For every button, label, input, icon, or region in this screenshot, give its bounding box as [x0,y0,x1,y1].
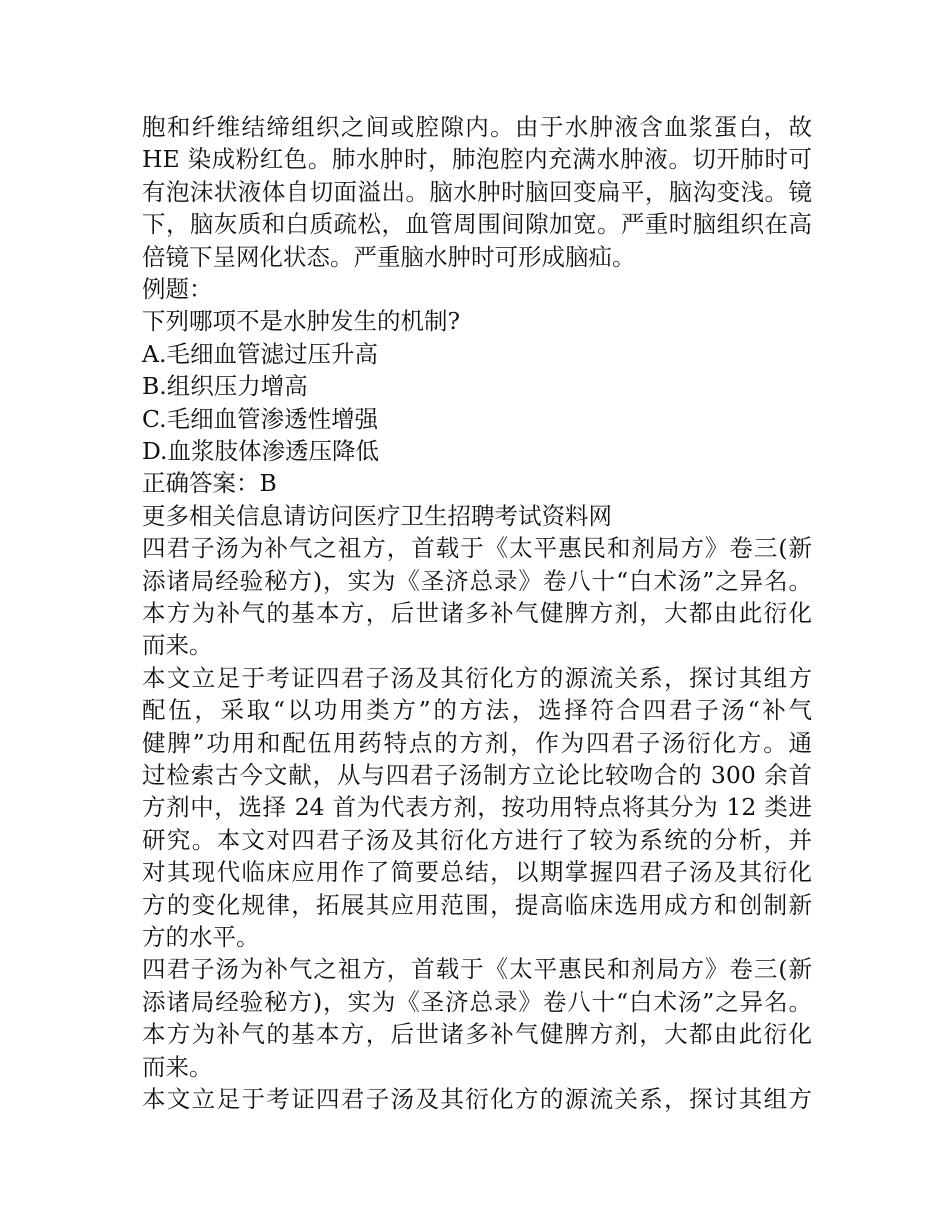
text-line: 四君子汤为补气之祖方，首载于《太平惠民和剂局方》卷三(新 [142,534,812,563]
paragraph-2 [142,662,812,954]
text-line: HE 染成粉红色。肺水肿时，肺泡腔内充满水肿液。切开肺时可 [142,145,812,174]
answer-text: 正确答案：B [142,469,277,498]
text-line: 对其现代临床应用作了简要总结，以期掌握四君子汤及其衍化 [142,858,812,887]
example-label: 例题： [142,274,213,303]
intro-paragraph [142,111,812,273]
paragraph-4 [142,1083,812,1115]
option-d: D.血浆肢体渗透压降低 [142,437,379,465]
text-line: 而来。 [142,631,213,660]
text-line: 健脾”功用和配伍用药特点的方剂，作为四君子汤衍化方。通 [142,728,812,757]
document-body [142,111,812,1115]
option-b: B.组织压力增高 [142,372,308,401]
text-line: 方的水平。 [142,922,260,951]
text-line: 研究。本文对四君子汤及其衍化方进行了较为系统的分析，并 [142,825,812,854]
text-line: 本方为补气的基本方，后世诸多补气健脾方剂，大都由此衍化 [142,1020,812,1049]
text-line: 四君子汤为补气之祖方，首载于《太平惠民和剂局方》卷三(新 [142,955,812,984]
more-info-text: 更多相关信息请访问医疗卫生招聘考试资料网 [142,501,612,530]
text-line: 本文立足于考证四君子汤及其衍化方的源流关系，探讨其组方 [142,663,812,692]
text-line: 方剂中，选择 24 首为代表方剂，按功用特点将其分为 12 类进 [142,793,812,822]
text-line: 过检索古今文献，从与四君子汤制方立论比较吻合的 300 余首 [142,760,812,789]
text-line: 添诸局经验秘方)，实为《圣济总录》卷八十“白术汤”之异名。 [142,987,812,1016]
text-line: 下，脑灰质和白质疏松，血管周围间隙加宽。严重时脑组织在高 [142,210,812,239]
question-text: 下列哪项不是水肿发生的机制? [142,307,461,336]
text-line: 而来。 [142,1052,213,1081]
text-line: 倍镜下呈网化状态。严重脑水肿时可形成脑疝。 [142,242,636,271]
options-list [142,338,812,468]
text-line: 方的变化规律，拓展其应用范围，提高临床选用成方和创制新 [142,890,812,919]
option-c: C.毛细血管渗透性增强 [142,404,379,433]
paragraph-1 [142,532,812,662]
option-a: A.毛细血管滤过压升高 [142,339,378,368]
text-line: 配伍，采取“以功用类方”的方法，选择符合四君子汤“补气 [142,696,812,725]
text-line: 添诸局经验秘方)，实为《圣济总录》卷八十“白术汤”之异名。 [142,566,812,595]
text-line: 本方为补气的基本方，后世诸多补气健脾方剂，大都由此衍化 [142,599,812,627]
text-line: 胞和纤维结缔组织之间或腔隙内。由于水肿液含血浆蛋白，故 [142,113,812,141]
text-line: 本文立足于考证四君子汤及其衍化方的源流关系，探讨其组方 [142,1084,812,1113]
paragraph-3 [142,953,812,1083]
text-line: 有泡沫状液体自切面溢出。脑水肿时脑回变扁平，脑沟变浅。镜 [142,177,812,206]
